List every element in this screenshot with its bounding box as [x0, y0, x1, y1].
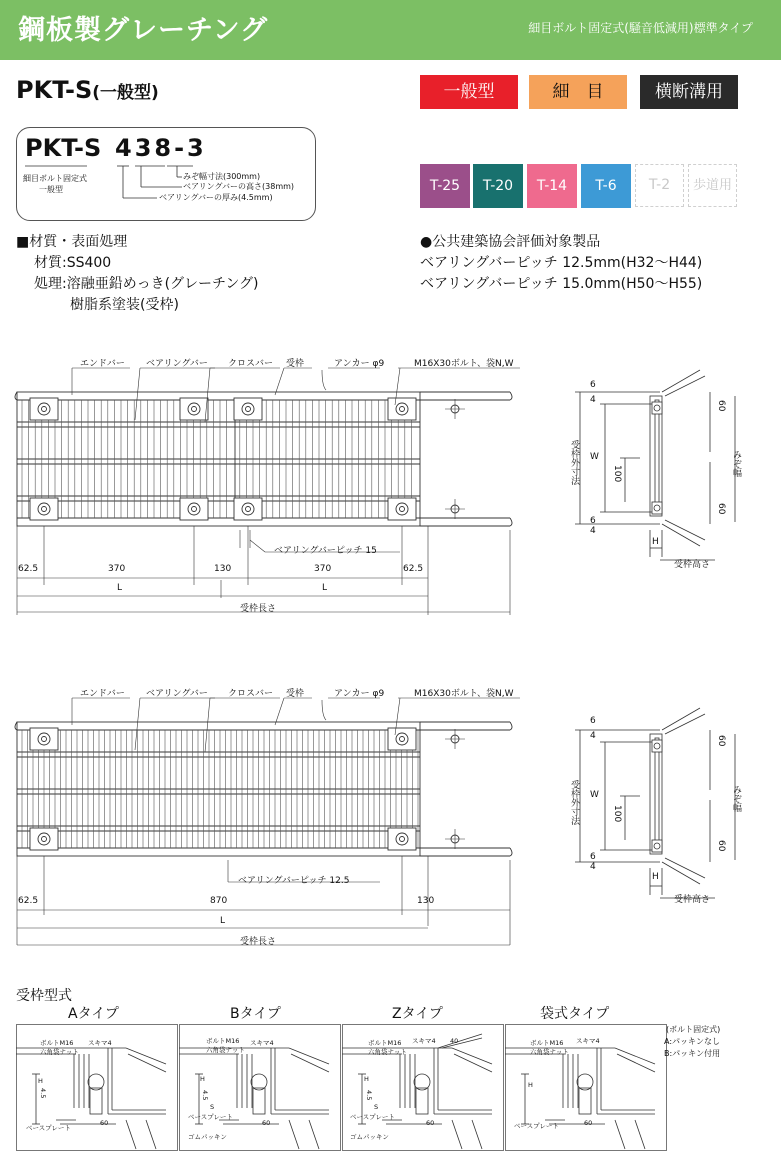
ftZ-d45: 4.5 [365, 1090, 373, 1101]
code-box-note-2: ベアリングバーの高さ(38mm) [183, 182, 295, 191]
ftBag-gap: スキマ4 [576, 1037, 600, 1045]
section2-d6b: 6 [590, 852, 596, 862]
frame-type-schematic [16, 1048, 166, 1149]
drawing1-dim-1: 62.5 [18, 564, 39, 574]
load-class-t20: T-20 [473, 164, 523, 208]
plan-drawing-2 [0, 670, 560, 960]
drawing2-dim-3: 130 [417, 896, 435, 906]
frame-types-title: 受枠型式 [16, 988, 72, 1004]
drawing2-dim-2: 870 [210, 896, 228, 906]
model-title [16, 76, 159, 104]
load-class-t14: T-14 [527, 164, 577, 208]
plan-drawing-1 [0, 340, 560, 630]
section2-w: W [590, 790, 599, 800]
section2-h: H [652, 872, 659, 882]
ftZ-rubber: ゴムパッキン [350, 1133, 389, 1141]
ftA-nut: 六角袋ナット [40, 1048, 79, 1056]
drawing2-label-bolt: M16X30ボルト、袋N,W [414, 689, 514, 699]
ftB-d45: 4.5 [201, 1090, 209, 1101]
drawing1-label-frame: 受枠 [286, 359, 305, 369]
drawing1-label-anchor: アンカー φ9 [334, 359, 385, 369]
section1-d60a: 60 [716, 400, 726, 412]
drawing1-label-end-bar: エンドバー [80, 359, 125, 369]
section1-d6: 6 [590, 380, 596, 390]
drawing2-dim-1: 62.5 [18, 896, 39, 906]
section2-d60b: 60 [716, 840, 726, 852]
ftBag-base: ベースプレート [514, 1122, 559, 1130]
ftB-d60: 60 [262, 1119, 271, 1127]
drawing2-label-bearing-bar: ベアリングバー [146, 689, 208, 699]
code-box [16, 127, 316, 221]
code-box-left-note-2: 一般型 [39, 185, 63, 194]
section2-d60a: 60 [716, 735, 726, 747]
drawing1-L1: L [117, 583, 123, 593]
drawing1-dim-2: 370 [108, 564, 126, 574]
ftA-bolt: ボルトM16 [40, 1039, 74, 1047]
model-type: (一般型) [92, 83, 159, 103]
frame-note-1: (ボルト固定式) [666, 1025, 721, 1034]
section2-d100: 100 [612, 805, 622, 823]
drawing2-label-cross-bar: クロスバー [228, 689, 274, 699]
public-heading: ●公共建築協会評価対象製品 [420, 234, 601, 250]
drawing1-label-cross-bar: クロスバー [228, 359, 274, 369]
tag-general: 一般型 [420, 75, 518, 109]
section1-d100: 100 [612, 465, 622, 483]
drawing2-label-end-bar: エンドバー [80, 689, 125, 699]
code-box-code: PKT-S [25, 134, 102, 162]
frame-type-z-label: Zタイプ [392, 1006, 443, 1022]
section1-frame-h: 受枠高さ [674, 560, 711, 570]
section2-outer: 受枠外寸法 [569, 780, 579, 825]
load-class-t25: T-25 [420, 164, 470, 208]
frame-type-bag-label: 袋式タイプ [540, 1006, 610, 1022]
drawing2-total: 受枠長さ [240, 937, 277, 947]
code-box-note-3: ベアリングバーの厚み(4.5mm) [159, 193, 273, 202]
frame-type-schematic [505, 1048, 655, 1149]
ftA-base: ベースプレート [26, 1124, 71, 1132]
section2-d4: 4 [590, 731, 596, 741]
page-title: 鋼板製グレーチング [18, 15, 269, 46]
section1-d6b: 6 [590, 516, 596, 526]
drawing2-pitch: ベアリングバーピッチ 12.5 [238, 876, 350, 886]
material-heading: ■材質・表面処理 [16, 234, 128, 250]
drawing1-L2: L [322, 583, 328, 593]
ftZ-base: ベースプレート [350, 1113, 395, 1121]
drawing1-pitch: ベアリングバーピッチ 15 [274, 546, 377, 556]
load-class-walkway: 歩道用 [688, 164, 737, 207]
code-box-leader-lines [17, 128, 315, 220]
ftBag-dh: H [528, 1081, 533, 1089]
tag-fine: 細 目 [529, 75, 627, 109]
section1-groove: みぞ幅 [731, 450, 741, 477]
section1-d60b: 60 [716, 503, 726, 515]
material-line-2: 処理:溶融亜鉛めっき(グレーチング) [34, 276, 259, 292]
ftZ-d40: 40 [450, 1037, 459, 1045]
drawing1-label-bolt: M16X30ボルト、袋N,W [414, 359, 514, 369]
section2-frame-h: 受枠高さ [674, 895, 711, 905]
drawing1-dim-3: 130 [214, 564, 232, 574]
frame-note-2: A:パッキンなし [664, 1037, 720, 1046]
public-line-2: ベアリングバーピッチ 15.0mm(H50～H55) [420, 276, 703, 292]
section1-h: H [652, 537, 659, 547]
frame-note-3: B:パッキン付用 [664, 1049, 721, 1058]
section1-w: W [590, 452, 599, 462]
drawing2-L: L [220, 916, 226, 926]
public-line-1: ベアリングバーピッチ 12.5mm(H32～H44) [420, 255, 703, 271]
model-name: PKT-S [16, 76, 93, 104]
code-box-note-1: みぞ幅寸法(300mm) [183, 172, 261, 181]
ftB-base: ベースプレート [188, 1113, 233, 1121]
ftB-bolt: ボルトM16 [206, 1037, 240, 1045]
ftB-rubber: ゴムパッキン [188, 1133, 227, 1141]
material-line-1: 材質:SS400 [34, 255, 112, 271]
ftA-dh: H [38, 1077, 43, 1085]
code-box-number: 438-3 [115, 134, 207, 162]
drawing2-label-anchor: アンカー φ9 [334, 689, 385, 699]
material-line-3: 樹脂系塗装(受枠) [70, 297, 179, 313]
drawing1-dim-4: 370 [314, 564, 332, 574]
section2-d4b: 4 [590, 862, 596, 872]
frame-type-a-label: Aタイプ [68, 1006, 119, 1022]
ftB-gap: スキマ4 [250, 1039, 274, 1047]
ftB-ds: S [210, 1103, 215, 1111]
ftB-dh: H [200, 1075, 205, 1083]
frame-type-b-label: Bタイプ [230, 1006, 281, 1022]
tag-cross-drain: 横断溝用 [640, 75, 738, 109]
ftZ-bolt: ボルトM16 [368, 1039, 402, 1047]
code-box-left-note-1: 細目ボルト固定式 [23, 174, 87, 183]
drawing1-dim-5: 62.5 [403, 564, 424, 574]
section2-d6: 6 [590, 716, 596, 726]
load-class-t6: T-6 [581, 164, 631, 208]
ftZ-ds: S [374, 1103, 379, 1111]
ftZ-dh: H [364, 1075, 369, 1083]
drawing2-label-frame: 受枠 [286, 689, 305, 699]
ftA-gap: スキマ4 [88, 1039, 112, 1047]
ftBag-d60: 60 [584, 1119, 593, 1127]
header-bar [0, 0, 781, 60]
section1-d4b: 4 [590, 526, 596, 536]
load-class-t2: T-2 [635, 164, 684, 207]
ftA-d45: 4.5 [39, 1088, 47, 1099]
drawing1-total: 受枠長さ [240, 604, 277, 614]
drawing1-label-bearing-bar: ベアリングバー [146, 359, 208, 369]
page-subtitle: 細目ボルト固定式(騒音低減用)標準タイプ [528, 21, 753, 35]
ftZ-nut: 六角袋ナット [368, 1048, 407, 1056]
section1-d4: 4 [590, 395, 596, 405]
ftA-d60: 60 [100, 1119, 109, 1127]
section2-groove: みぞ幅 [731, 785, 741, 812]
ftBag-bolt: ボルトM16 [530, 1039, 564, 1047]
ftZ-d60: 60 [426, 1119, 435, 1127]
ftZ-gap: スキマ4 [412, 1037, 436, 1045]
ftBag-nut: 六角袋ナット [530, 1048, 569, 1056]
section1-outer: 受枠外寸法 [569, 440, 579, 485]
ftB-nut: 六角袋ナット [206, 1046, 245, 1054]
